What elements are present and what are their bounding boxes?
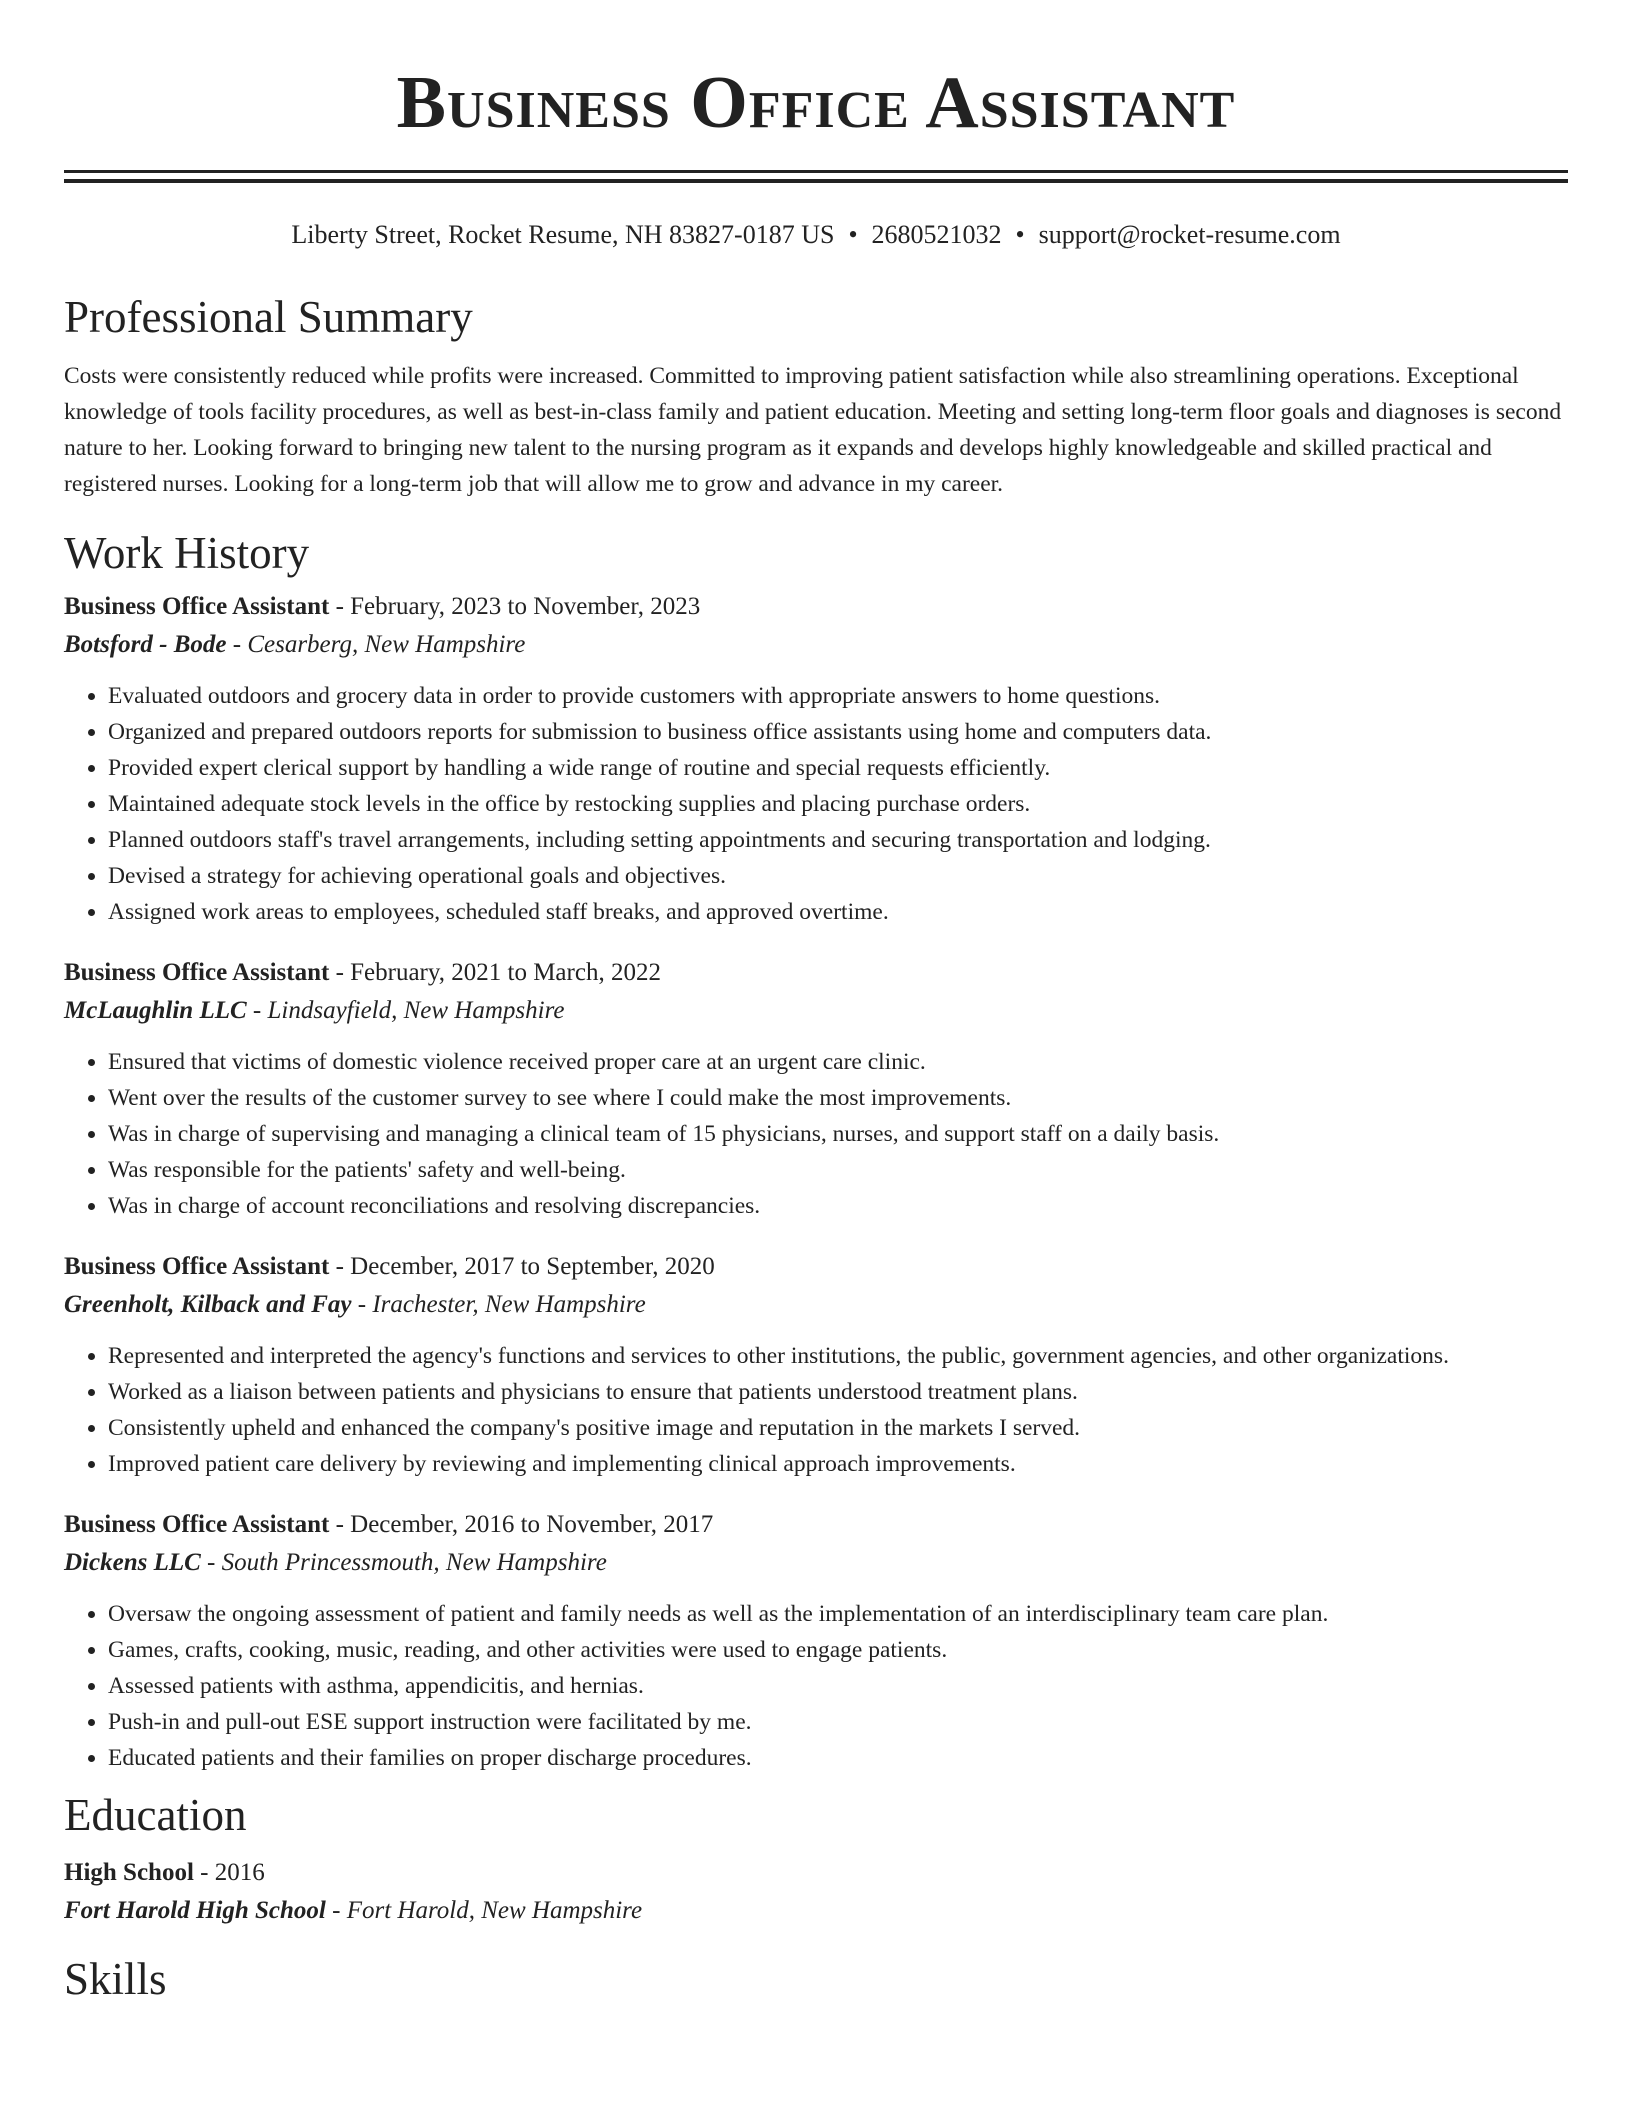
contact-line [64,219,1568,250]
contact-address: Liberty Street, Rocket Resume, NH 83827-0187 US [291,220,835,249]
job-location: - South Princessmouth, New Hampshire [200,1549,607,1577]
job-location: - Irachester, New Hampshire [351,1291,646,1319]
summary-text: Costs were consistently reduced while profits were increased. Committed to improving patient satisfaction while also streamlining operations. Exceptional knowledge of tools facility procedures, as well as best-in-class family and patient education. Meeting and setting long-term floor goals and diagnoses is second nature to her. Looking forward to bringing new talent to the nursing program as it expands and develops highly knowledgeable and skilled practical and registered nurses. Looking for a long-term job that will allow me to grow and advance in my career. [64,363,1562,498]
job-bullets [64,1044,1568,1224]
job-dates: - February, 2023 to November, 2023 [329,593,701,621]
education-school: Fort Harold High School [64,1897,326,1925]
work-history-heading: Work History [64,528,310,579]
education-school-line [64,1892,1568,1930]
job-company: McLaughlin LLC [64,997,247,1025]
job-title: Business Office Assistant [64,1511,330,1539]
contact-separator: • [848,220,858,249]
job-company: Botsford - Bode [64,631,227,659]
job-bullet-item: • Devised a strategy for achieving operational goals and objectives. [108,858,1568,894]
job-location: - Cesarberg, New Hampshire [226,631,526,659]
job-company: Greenholt, Kilback and Fay [64,1291,352,1319]
job-dates: - February, 2021 to March, 2022 [329,959,661,987]
job-bullet-item: • Evaluated outdoors and grocery data in order to provide customers with appropriate answers to home questions. [108,678,1568,714]
job-bullet-item: • Assessed patients with asthma, appendicitis, and hernias. [108,1668,1568,1704]
summary-heading: Professional Summary [64,292,473,343]
job-bullet-item: • Games, crafts, cooking, music, reading, and other activities were used to engage patients. [108,1632,1568,1668]
job-bullet-item: • Oversaw the ongoing assessment of patient and family needs as well as the implementation of an interdisciplinary team care plan. [108,1596,1568,1632]
resume-name: Business Office Assistant [396,62,1236,144]
job-company-line [64,1544,1568,1582]
job-title-line [64,954,1568,992]
job-dates: - December, 2017 to September, 2020 [329,1253,715,1281]
job-bullets [64,1338,1568,1482]
job-bullet-item: • Provided expert clerical support by handling a wide range of routine and special requests efficiently. [108,750,1568,786]
job-bullet-item: • Maintained adequate stock levels in the office by restocking supplies and placing purchase orders. [108,786,1568,822]
education-degree: High School [64,1859,194,1887]
job-title-line [64,588,1568,626]
job-company-line [64,992,1568,1030]
job-title-line [64,1248,1568,1286]
job-bullet-item: • Was in charge of account reconciliations and resolving discrepancies. [108,1188,1568,1224]
education-year: - 2016 [193,1859,265,1887]
job-bullet-item: • Push-in and pull-out ESE support instruction were facilitated by me. [108,1704,1568,1740]
contact-email: support@rocket-resume.com [1038,220,1341,249]
job-title: Business Office Assistant [64,1253,330,1281]
job-bullet-item: • Assigned work areas to employees, scheduled staff breaks, and approved overtime. [108,894,1568,930]
job-bullet-item: • Was responsible for the patients' safety and well-being. [108,1152,1568,1188]
job-bullet-item: • Improved patient care delivery by reviewing and implementing clinical approach improvements. [108,1446,1568,1482]
job-entry [64,954,1568,1224]
job-bullet-item: • Worked as a liaison between patients and physicians to ensure that patients understood treatment plans. [108,1374,1568,1410]
job-bullet-item: • Educated patients and their families on proper discharge procedures. [108,1740,1568,1776]
job-title: Business Office Assistant [64,593,330,621]
job-entry [64,588,1568,930]
contact-phone: 2680521032 [871,220,1002,249]
job-bullet-item: • Was in charge of supervising and managing a clinical team of 15 physicians, nurses, and support staff on a daily basis. [108,1116,1568,1152]
job-company: Dickens LLC [64,1549,201,1577]
job-bullet-item: • Organized and prepared outdoors reports for submission to business office assistants using home and computers data. [108,714,1568,750]
job-company-line [64,1286,1568,1324]
job-bullet-item: • Consistently upheld and enhanced the company's positive image and reputation in the markets I served. [108,1410,1568,1446]
job-bullets [64,678,1568,930]
skills-heading: Skills [64,1954,167,2005]
education-degree-line [64,1854,1568,1892]
job-bullets [64,1596,1568,1776]
job-location: - Lindsayfield, New Hampshire [246,997,565,1025]
job-bullet-item: • Planned outdoors staff's travel arrangements, including setting appointments and securing transportation and lodging. [108,822,1568,858]
job-bullet-item: • Ensured that victims of domestic violence received proper care at an urgent care clinic. [108,1044,1568,1080]
job-title-line [64,1506,1568,1544]
job-title: Business Office Assistant [64,959,330,987]
job-entry [64,1506,1568,1776]
job-bullet-item: • Went over the results of the customer survey to see where I could make the most improvements. [108,1080,1568,1116]
header-divider [64,170,1568,183]
job-dates: - December, 2016 to November, 2017 [329,1511,714,1539]
job-company-line [64,626,1568,664]
job-bullet-item: • Represented and interpreted the agency's functions and services to other institutions, the public, government agencies, and other organizations. [108,1338,1568,1374]
education-heading: Education [64,1790,247,1841]
job-entry [64,1248,1568,1482]
work-history-list [64,588,1568,1776]
contact-separator: • [1015,220,1025,249]
education-location: - Fort Harold, New Hampshire [325,1897,643,1925]
